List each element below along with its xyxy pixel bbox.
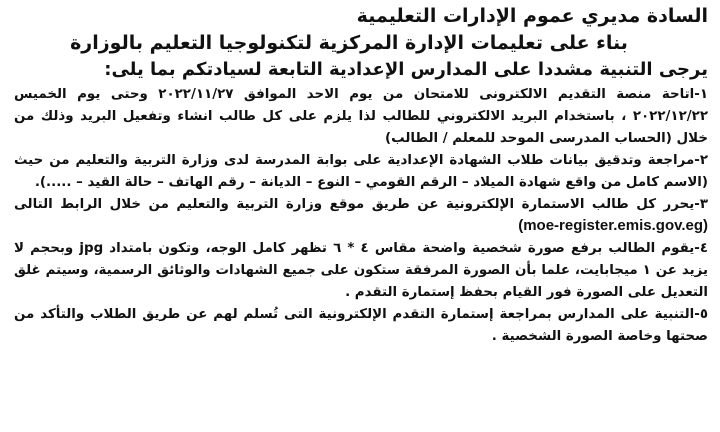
item-text: اتاحة منصة التقديم الالكترونى للامتحان من يوم الاحد الموافق ٢٠٢٢/١١/٢٧ وحتى يوم الخميس ٢٠٢٢/١٢/٢٢ ، باستخدام البريد الالكتروني للطالب لذا يلزم على كل طالب انشاء وتفعيل البريد وذلك من خلال (الحساب المدرسى الموحد للمعلم / الطالب) [14,87,708,146]
heading-authority: بناء على تعليمات الإدارة المركزية لتكنولوجيا التعليم بالوزارة [70,32,628,54]
item-number: ٢- [694,152,708,168]
item-number: ٤- [694,241,708,257]
registration-link[interactable]: (moe-register.emis.gov.eg) [518,217,708,235]
item-text: مراجعة وتدقيق بيانات طلاب الشهادة الإعدادية على بوابة المدرسة لدى وزارة التربية والتعليم من حيث (الاسم كامل من واقع شهادة الميلاد – الرقم القومي – النوع – الديانة – رقم الهاتف – حالة القيد – .....). [14,152,708,190]
heading-addressee: السادة مديري عموم الإدارات التعليمية [356,5,708,27]
item-number: ٥- [694,307,708,323]
list-item-5 [14,304,708,348]
item-text: التنبية على المدارس بمراجعة إستمارة التقدم الإلكترونية التى تُسلم لهم عن طريق الطلاب والتأكد من صحتها وخاصة الصورة الشخصية . [14,307,708,344]
item-text: يحرر كل طالب الاستمارة الإلكترونية عن طريق موقع وزارة التربية والتعليم من خلال الرابط التالى [14,196,695,212]
list-item-1 [14,84,708,150]
item-text: يقوم الطالب برفع صورة شخصية واضحة مقاس ٤ * ٦ تظهر كامل الوجه، وتكون بامتداد jpg وبحجم لا يزيد عن ١ ميجابايت، علما بأن الصورة المرفقة ستكون على جميع الشهادات والوثائق الرسمية، وسيتم غلق التعديل على الصورة فور القيام بحفظ إستمارة التقدم . [14,241,708,301]
item-number: ٣- [694,196,708,212]
heading-instruction: يرجى التنبية مشددا على المدارس الإعدادية التابعة لسيادتكم بما يلى: [104,59,708,80]
instructions-list [14,84,708,348]
list-item-2 [14,150,708,194]
item-number: ١- [694,87,708,102]
list-item-3 [14,194,708,239]
list-item-4 [14,238,708,304]
